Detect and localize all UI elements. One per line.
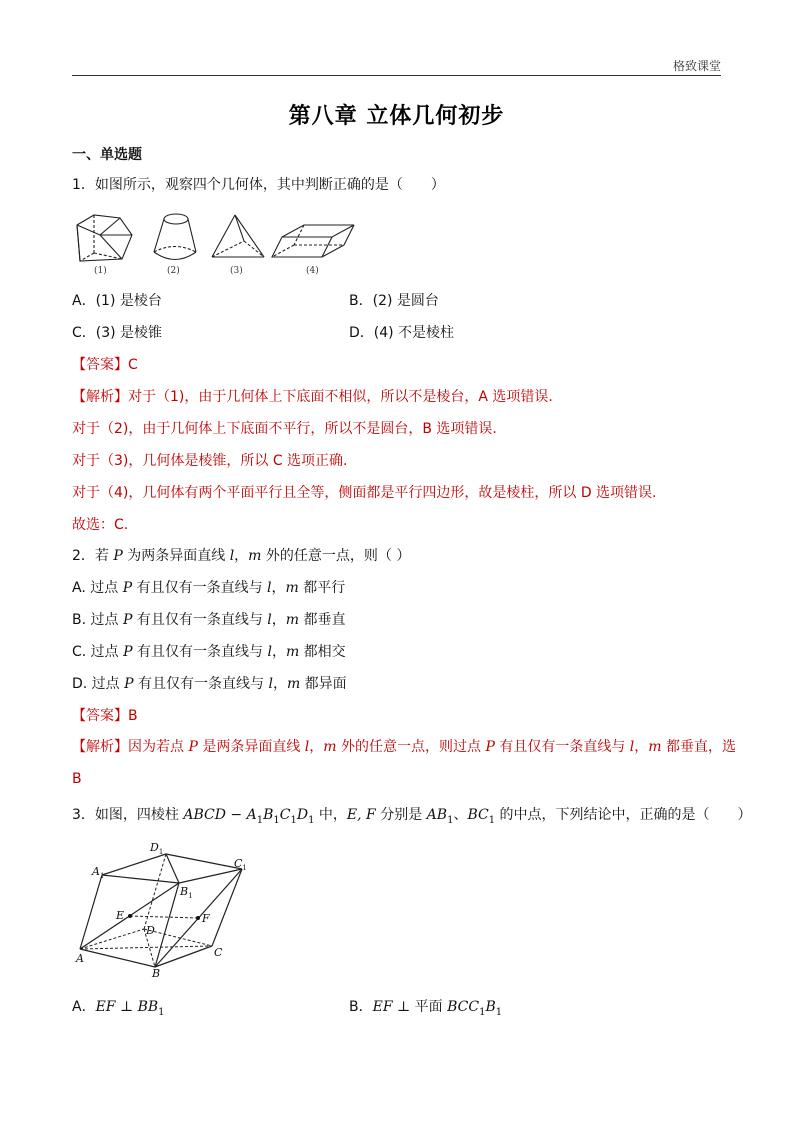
- header-divider: [72, 75, 721, 76]
- q2-analysis-1: 【解析】因为若点 P 是两条异面直线 l，m 外的任意一点，则过点 P 有且仅有一条直线与 l，m 都垂直，选: [72, 739, 736, 755]
- q3-label-b1: $B_1$: [180, 885, 193, 900]
- q3-label-e: E: [116, 909, 125, 922]
- q1-analysis-3: 对于（3)，几何体是棱锥，所以 C 选项正确.: [72, 453, 348, 469]
- q3-label-c: C: [214, 946, 223, 959]
- q1-solid-2: [154, 214, 196, 260]
- q3-point-e: [128, 914, 132, 918]
- q1-analysis-2: 对于（2)，由于几何体上下底面不平行，所以不是圆台，B 选项错误.: [72, 421, 497, 437]
- q2-analysis-2: B: [72, 771, 82, 787]
- q1-figure: [72, 205, 362, 277]
- q3-point-f: [196, 916, 200, 920]
- q3-label-f: F: [202, 912, 210, 925]
- q1-option-d: D．(4) 不是棱柱: [349, 325, 455, 341]
- q3-figure: [72, 838, 262, 978]
- q3-option-a: A．EF ⊥ $BB_1$: [72, 999, 165, 1018]
- q1-answer: 【答案】C: [72, 357, 138, 373]
- q2-answer: 【答案】B: [72, 708, 138, 724]
- q1-fig-label-4: (4): [306, 266, 319, 276]
- page-title: 第八章 立体几何初步: [288, 103, 505, 129]
- q2-option-b: B. 过点 P 有且仅有一条直线与 l，m 都垂直: [72, 612, 346, 628]
- header-brand: 格致课堂: [672, 59, 721, 73]
- q2-stem: 2．若 P 为两条异面直线 l，m 外的任意一点，则（ ）: [72, 548, 411, 564]
- q1-solid-3: [212, 215, 264, 257]
- q1-option-b: B．(2) 是圆台: [349, 293, 439, 309]
- q3-label-c1: $C_1$: [234, 857, 247, 872]
- q1-fig-label-3: (3): [230, 266, 243, 276]
- q1-analysis-1: 【解析】对于（1)，由于几何体上下底面不相似，所以不是棱台，A 选项错误.: [72, 389, 553, 405]
- q2-option-c: C. 过点 P 有且仅有一条直线与 l，m 都相交: [72, 644, 346, 660]
- q2-option-d: D. 过点 P 有且仅有一条直线与 l，m 都异面: [72, 676, 347, 692]
- q3-option-b: B．EF ⊥ 平面 $BCC_1B_1$: [349, 999, 503, 1018]
- q1-option-c: C．(3) 是棱锥: [72, 325, 163, 341]
- q3-label-d: D: [146, 924, 155, 937]
- q3-label-d1: $D_1$: [150, 841, 164, 856]
- q3-label-a: A: [76, 952, 84, 965]
- q1-analysis-5: 故选：C.: [72, 517, 129, 533]
- q1-fig-label-1: (1): [94, 266, 107, 276]
- q1-fig-label-2: (2): [167, 266, 180, 276]
- q1-solid-4: [272, 225, 354, 257]
- q1-analysis-4: 对于（4)，几何体有两个平面平行且全等，侧面都是平行四边形，故是棱柱，所以 D 选项错误.: [72, 485, 657, 501]
- q3-label-b: B: [152, 967, 161, 980]
- section-heading: 一、单选题: [72, 147, 142, 163]
- q2-option-a: A. 过点 P 有且仅有一条直线与 l，m 都平行: [72, 580, 346, 596]
- q1-option-a: A．(1) 是棱台: [72, 293, 162, 309]
- q1-stem: 1．如图所示，观察四个几何体，其中判断正确的是（ ）: [72, 177, 445, 193]
- q1-solid-1: [77, 215, 132, 261]
- q3-stem: 3．如图，四棱柱 ABCD − $A_1B_1C_1D_1$ 中，E, F 分别是 $AB_1$、$BC_1$ 的中点，下列结论中，正确的是（ ）: [72, 807, 752, 826]
- q3-label-a1: $A_1$: [92, 865, 105, 880]
